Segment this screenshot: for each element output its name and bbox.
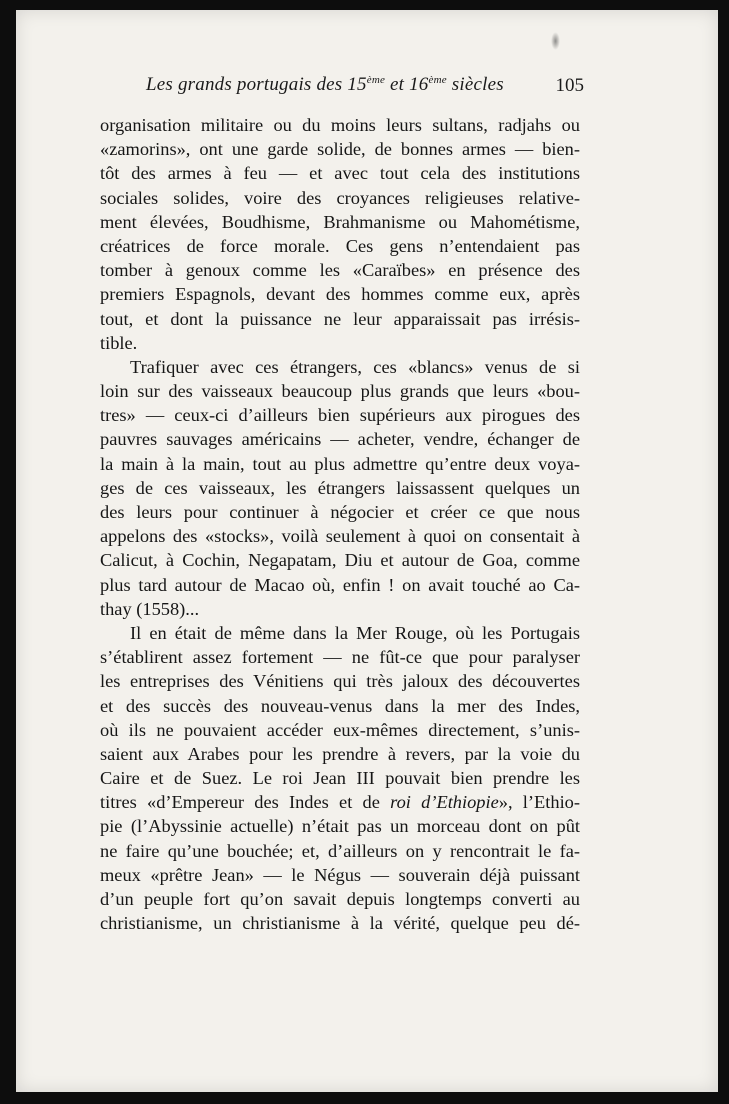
text-line: «zamorins», ont une garde solide, de bonnes armes — bien-: [100, 139, 580, 160]
text-line: sociales solides, voire des croyances religieuses relative-: [100, 187, 580, 208]
text-line: christianisme, un christianisme à la vérité, quelque peu dé-: [100, 913, 580, 934]
text-line: tres» — ceux-ci d’ailleurs bien supérieurs aux pirogues des: [100, 405, 580, 426]
text-line: premiers Espagnols, devant des hommes comme eux, après: [100, 284, 580, 305]
text-line: des leurs pour continuer à négocier et créer ce que nous: [100, 502, 580, 522]
paragraph-start-line: Il en était de même dans la Mer Rouge, où les Portugais: [130, 622, 580, 643]
text-line: où ils ne pouvaient accéder eux-mêmes directement, s’unis-: [100, 719, 580, 740]
text-line: tôt des armes à feu — et avec tout cela des institutions: [100, 163, 580, 184]
text-line: pauvres sauvages américains — acheter, vendre, échanger de: [100, 429, 580, 450]
running-header: [100, 68, 592, 102]
text-line: tible.: [100, 332, 138, 353]
italic-phrase: roi d’Ethiopie: [390, 792, 499, 813]
page-number: 105: [555, 75, 584, 96]
text-line: s’établirent assez fortement — ne fût-ce que pour paralyser: [100, 647, 580, 668]
text-line: tout, et dont la puissance ne leur apparaissait pas irrésis-: [100, 308, 580, 329]
text-line: ment élevées, Boudhisme, Brahmanisme ou Mahométisme,: [100, 211, 580, 232]
text-line: et des succès des nouveau-venus dans la mer des Indes,: [100, 695, 580, 716]
text-line: meux «prêtre Jean» — le Négus — souverain déjà puissant: [100, 864, 580, 885]
text-line: créatrices de force morale. Ces gens n’entendaient pas: [100, 235, 580, 256]
text-line: ne faire qu’une bouchée; et, d’ailleurs on y rencontrait le fa-: [100, 840, 580, 861]
text-line: appelons des «stocks», voilà seulement à quoi on consentait à: [100, 526, 580, 547]
text-line: la main à la main, tout au plus admettre qu’entre deux voya-: [100, 453, 580, 474]
text-line: les entreprises des Vénitiens qui très jaloux des découvertes: [100, 671, 580, 692]
text-line-with-italic: titres «d’Empereur des Indes et de roi d’Ethiopie», l’Ethio-: [100, 792, 581, 813]
paper-blemish: [551, 32, 560, 50]
body-text: [100, 113, 580, 935]
text-line: saient aux Arabes pour les prendre à revers, par la voie du: [100, 743, 580, 764]
running-header-title: Les grands portugais des 15ème et 16ème siècles: [146, 74, 504, 95]
text-line: Caire et de Suez. Le roi Jean III pouvait bien prendre les: [100, 768, 580, 789]
text-line: thay (1558)...: [100, 598, 200, 619]
text-line: loin sur des vaisseaux beaucoup plus grands que leurs «bou-: [100, 381, 580, 402]
text-line: ges de ces vaisseaux, les étrangers laissassent quelques un: [100, 477, 580, 498]
text-line: tomber à genoux comme les «Caraïbes» en présence des: [100, 260, 580, 281]
text-line: Calicut, à Cochin, Negapatam, Diu et autour de Goa, comme: [100, 550, 580, 571]
text-line: pie (l’Abyssinie actuelle) n’était pas un morceau dont on pût: [100, 816, 580, 837]
text-line: organisation militaire ou du moins leurs sultans, radjahs ou: [100, 115, 580, 135]
text-line: plus tard autour de Macao où, enfin ! on avait touché ao Ca-: [100, 574, 580, 595]
paragraph-start-line: Trafiquer avec ces étrangers, ces «blancs» venus de si: [130, 356, 580, 377]
text-line: d’un peuple fort qu’on savait depuis longtemps converti au: [100, 889, 580, 909]
